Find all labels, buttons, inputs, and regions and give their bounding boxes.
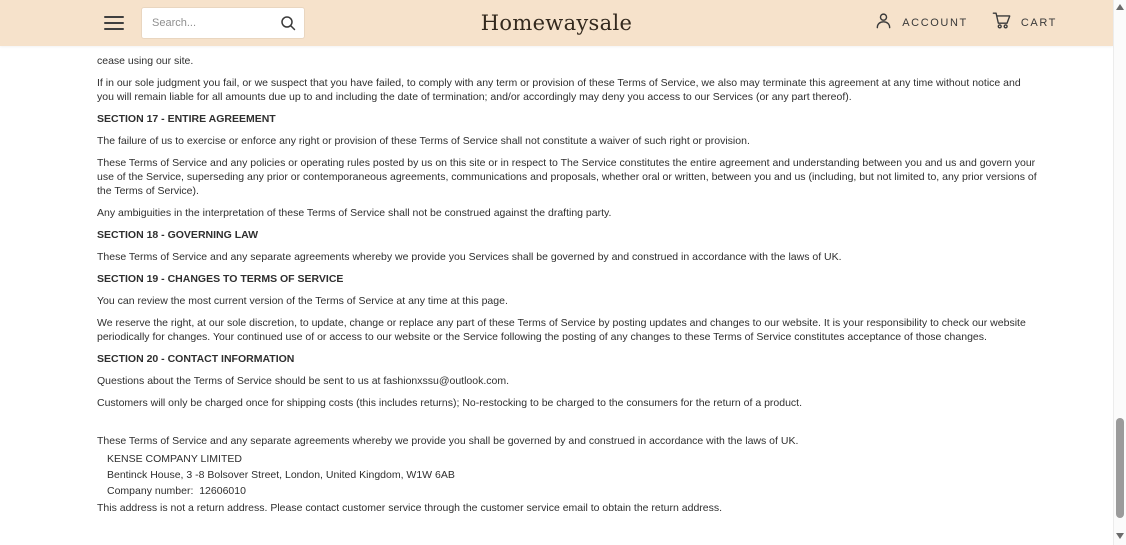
cart-label: CART: [1020, 17, 1057, 29]
section-17-paragraph-ambiguities: Any ambiguities in the interpretation of these Terms of Service shall not be construed against the drafting party.: [97, 207, 612, 219]
section-18-paragraph-governing-law: These Terms of Service and any separate agreements whereby we provide you Services shall be governed by and construed in accordance with the laws of UK.: [97, 251, 842, 263]
person-icon: [874, 11, 893, 35]
company-name: KENSE COMPANY LIMITED: [107, 453, 242, 465]
terms-document: [0, 46, 1113, 523]
terms-fragment-cease-using: cease using our site.: [97, 55, 194, 67]
scroll-down-arrow-icon[interactable]: [1116, 533, 1124, 539]
section-19-paragraph-reserve-right: We reserve the right, at our sole discretion, to update, change or replace any part of these Terms of Service by posting updates and changes to our website. It is your responsibility to check our website periodically for changes. Your continued use of or access to our website or the Service following the posting of any changes to these Terms of Service constitutes acceptance of those changes.: [97, 317, 1026, 343]
company-paragraph-governing-law: These Terms of Service and any separate agreements whereby we provide you shall be governed by and construed in accordance with the laws of UK.: [97, 435, 799, 447]
section-20-paragraph-contact-email: Questions about the Terms of Service should be sent to us at fashionxssu@outlook.com.: [97, 375, 510, 387]
return-address-note: This address is not a return address. Please contact customer service through the customer service email to obtain the return address.: [97, 502, 723, 514]
scroll-up-arrow-icon[interactable]: [1116, 4, 1124, 10]
scrollbar[interactable]: [1113, 0, 1126, 545]
section-19-paragraph-review: You can review the most current version of the Terms of Service at any time at this page.: [97, 295, 508, 307]
section-20-paragraph-shipping-costs: Customers will only be charged once for shipping costs (this includes returns); No-restocking to be charged to the consumers for the return of a product.: [97, 397, 803, 409]
cart-button[interactable]: [992, 11, 1057, 35]
section-19-heading: SECTION 19 - CHANGES TO TERMS OF SERVICE: [97, 273, 344, 285]
hamburger-bar: [104, 28, 124, 30]
header-actions: [874, 11, 1113, 35]
section-17-paragraph-entire-agreement: These Terms of Service and any policies or operating rules posted by us on this site or in respect to The Service constitutes the entire agreement and understanding between you and us and govern your use of the Service, superseding any prior or contemporaneous agreements, communications and proposals, whether oral or written, between you and us (including, but not limited to, any prior versions of the Terms of Service).: [97, 157, 1037, 197]
section-17-heading: SECTION 17 - ENTIRE AGREEMENT: [97, 113, 276, 125]
search-box[interactable]: [142, 8, 304, 38]
terms-paragraph-termination: If in our sole judgment you fail, or we suspect that you have failed, to comply with any term or provision of these Terms of Service, we also may terminate this agreement at any time without notice and you will remain liable for all amounts due up to and including the date of termination; and/or accordingly may deny you access to our Services (or any part thereof).: [97, 77, 1021, 103]
company-number: Company number: 12606010: [107, 485, 246, 497]
section-17-paragraph-waiver: The failure of us to exercise or enforce any right or provision of these Terms of Service shall not constitute a waiver of such right or provision.: [97, 135, 750, 147]
company-address: Bentinck House, 3 -8 Bolsover Street, London, United Kingdom, W1W 6AB: [107, 469, 455, 481]
site-header: [0, 0, 1113, 46]
section-20-heading: SECTION 20 - CONTACT INFORMATION: [97, 353, 295, 365]
hamburger-bar: [104, 22, 124, 24]
hamburger-bar: [104, 16, 124, 18]
cart-icon: [992, 11, 1012, 35]
account-button[interactable]: [874, 11, 968, 35]
site-logo[interactable]: Homewaysale: [480, 11, 633, 35]
account-label: ACCOUNT: [902, 17, 968, 29]
search-icon[interactable]: [280, 15, 296, 31]
search-input[interactable]: [150, 16, 280, 30]
hamburger-icon[interactable]: [104, 16, 124, 30]
section-18-heading: SECTION 18 - GOVERNING LAW: [97, 229, 259, 241]
scrollbar-thumb[interactable]: [1116, 418, 1124, 518]
